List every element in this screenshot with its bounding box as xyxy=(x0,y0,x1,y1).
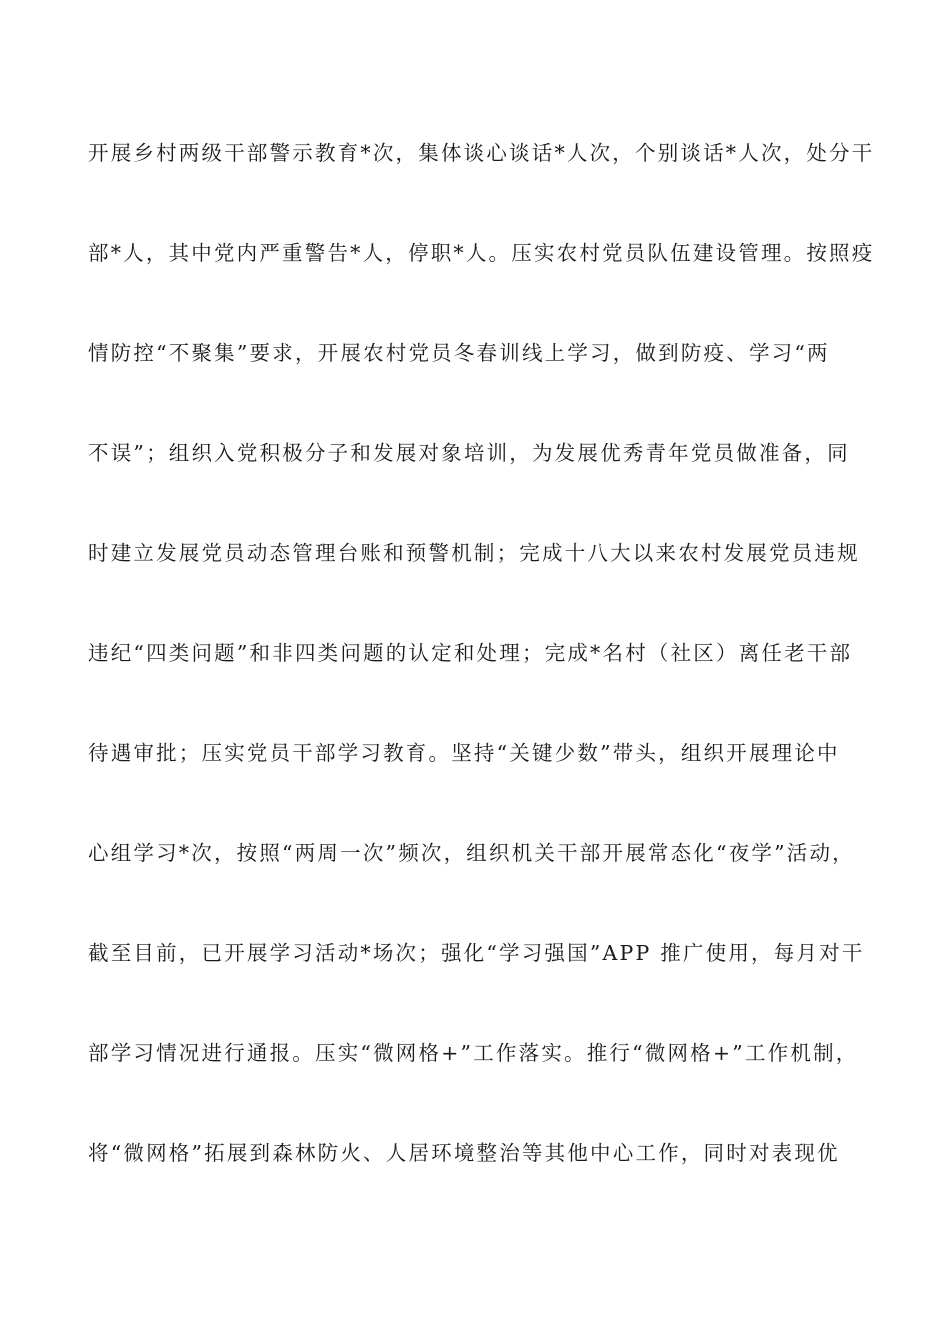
text-line: 部*人，其中党内严重警告*人，停职*人。压实农村党员队伍建设管理。按照疫 xyxy=(88,241,875,265)
text-line: 部学习情况进行通报。压实“微网格+”工作落实。推行“微网格+”工作机制， xyxy=(88,1041,859,1065)
text-line: 截至目前，已开展学习活动*场次；强化“学习强国”APP 推广使用，每月对干 xyxy=(88,941,865,965)
text-line: 情防控“不聚集”要求，开展农村党员冬春训线上学习，做到防疫、学习“两 xyxy=(88,341,830,365)
text-line: 将“微网格”拓展到森林防火、人居环境整治等其他中心工作，同时对表现优 xyxy=(88,1141,840,1165)
text-line: 待遇审批；压实党员干部学习教育。坚持“关键少数”带头，组织开展理论中 xyxy=(88,741,840,765)
text-line: 心组学习*次，按照“两周一次”频次，组织机关干部开展常态化“夜学”活动， xyxy=(88,841,855,865)
text-line: 开展乡村两级干部警示教育*次，集体谈心谈话*人次，个别谈话*人次，处分干 xyxy=(88,141,875,165)
text-line: 时建立发展党员动态管理台账和预警机制；完成十八大以来农村发展党员违规 xyxy=(88,541,860,565)
text-line: 违纪“四类问题”和非四类问题的认定和处理；完成*名村（社区）离任老干部 xyxy=(88,641,853,665)
body-paragraph xyxy=(88,135,878,1235)
text-line: 不误”；组织入党积极分子和发展对象培训，为发展优秀青年党员做准备，同 xyxy=(88,441,850,465)
